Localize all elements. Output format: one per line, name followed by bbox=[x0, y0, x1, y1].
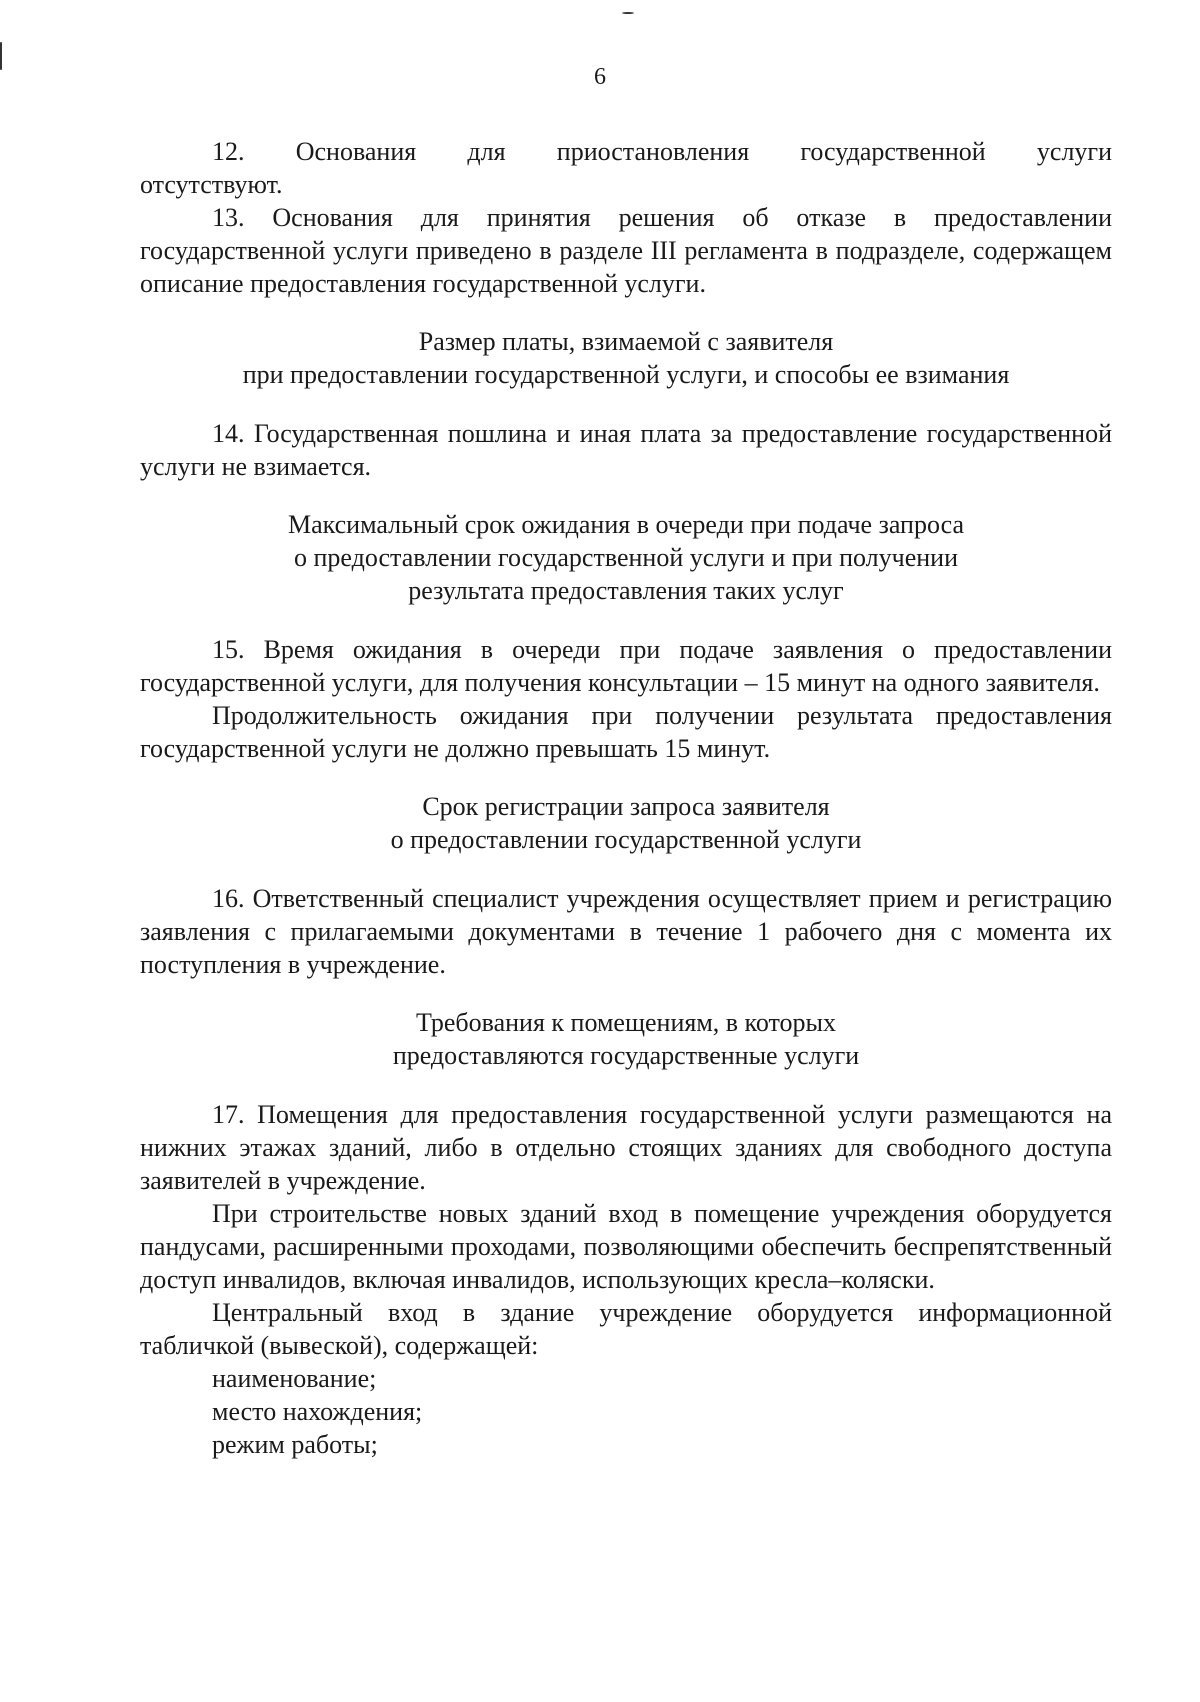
list-item: место нахождения; bbox=[212, 1397, 423, 1426]
heading-line: Размер платы, взимаемой с заявителя bbox=[418, 327, 834, 356]
document-body bbox=[140, 135, 1112, 1461]
list-item: режим работы; bbox=[212, 1430, 378, 1459]
paragraph-13: 13. Основания для принятия решения об отказе в предоставлении государственной услуги приведено в разделе III регламента в подразделе, содержащем описание предоставления государственной услуги. bbox=[140, 203, 1112, 298]
heading-line: Срок регистрации запроса заявителя bbox=[422, 792, 830, 821]
heading-line: Требования к помещениям, в которых bbox=[416, 1008, 836, 1037]
section-heading-fee bbox=[140, 325, 1112, 391]
paragraph-12-line1: 12. Основания для приостановления государственной услуги bbox=[212, 137, 1112, 166]
paragraph-17-ramps: При строительстве новых зданий вход в помещение учреждения оборудуется пандусами, расширенными проходами, позволяющими обеспечить беспрепятственный доступ инвалидов, включая инвалидов, использующих кресла–коляски. bbox=[140, 1199, 1112, 1294]
paragraph-15: 15. Время ожидания в очереди при подаче заявления о предоставлении государственной услуги, для получения консультации – 15 минут на одного заявителя. bbox=[140, 635, 1112, 697]
paragraph-17-signage: Центральный вход в здание учреждение оборудуется информационной табличкой (вывеской), содержащей: bbox=[140, 1298, 1112, 1360]
heading-line: Максимальный срок ожидания в очереди при подаче запроса bbox=[287, 510, 965, 539]
heading-line: о предоставлении государственной услуги и при получении bbox=[294, 543, 958, 572]
paragraph-15-continued: Продолжительность ожидания при получении результата предоставления государственной услуги не должно превышать 15 минут. bbox=[140, 701, 1112, 763]
paragraph-14: 14. Государственная пошлина и иная плата за предоставление государственной услуги не взимается. bbox=[140, 419, 1112, 481]
heading-line: при предоставлении государственной услуги, и способы ее взимания bbox=[242, 360, 1010, 389]
paragraph-12-line2: отсутствуют. bbox=[140, 170, 283, 199]
paragraph-17: 17. Помещения для предоставления государственной услуги размещаются на нижних этажах зданий, либо в отдельно стоящих зданиях для свободного доступа заявителей в учреждение. bbox=[140, 1100, 1112, 1195]
page-number: 6 bbox=[594, 64, 606, 90]
heading-line: результата предоставления таких услуг bbox=[408, 576, 844, 605]
section-heading-wait-time bbox=[140, 508, 1112, 607]
heading-line: предоставляются государственные услуги bbox=[392, 1041, 860, 1070]
section-heading-premises bbox=[140, 1006, 1112, 1072]
section-heading-registration bbox=[140, 790, 1112, 856]
paragraph-16: 16. Ответственный специалист учреждения осуществляет прием и регистрацию заявления с прилагаемыми документами в течение 1 рабочего дня с момента их поступления в учреждение. bbox=[140, 884, 1112, 979]
list-item: наименование; bbox=[212, 1364, 377, 1393]
scan-artifact bbox=[622, 12, 634, 14]
heading-line: о предоставлении государственной услуги bbox=[390, 825, 862, 854]
